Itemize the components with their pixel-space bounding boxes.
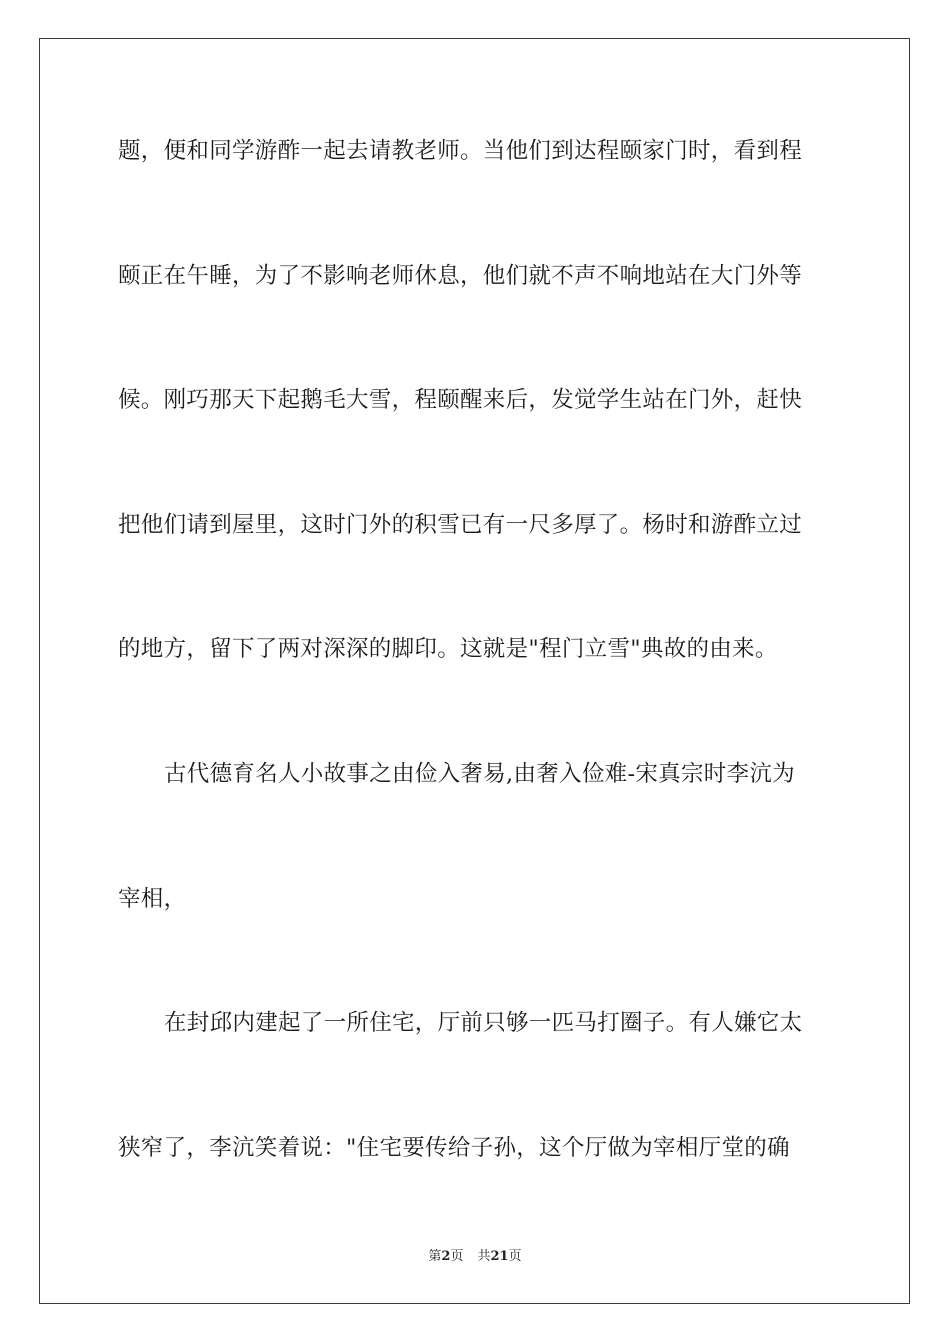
body-line-2: 颐正在午睡，为了不影响老师休息，他们就不声不响地站在大门外等 [118,263,803,289]
footer-page-suffix: 页 [450,1249,464,1264]
body-line-9: 狭窄了，李沆笑着说："住宅要传给子孙，这个厅做为宰相厅堂的确 [118,1135,790,1161]
page-footer [0,1248,950,1266]
body-line-8: 在封邱内建起了一所住宅，厅前只够一匹马打圈子。有人嫌它太 [164,1010,803,1036]
body-line-7: 宰相， [118,886,187,912]
footer-page-prefix: 第 [428,1249,442,1264]
body-line-4: 把他们请到屋里，这时门外的积雪已有一尺多厚了。杨时和游酢立过 [118,512,803,538]
footer-total-pages: 21 [490,1249,509,1264]
body-line-6: 古代德育名人小故事之由俭入奢易,由奢入俭难-宋真宗时李沆为 [164,761,795,787]
body-line-3: 候。刚巧那天下起鹅毛大雪，程颐醒来后，发觉学生站在门外，赶快 [118,387,803,413]
body-line-1: 题，便和同学游酢一起去请教老师。当他们到达程颐家门时，看到程 [118,138,803,164]
footer-total-prefix: 共 [477,1249,491,1264]
body-line-5: 的地方，留下了两对深深的脚印。这就是"程门立雪"典故的由来。 [118,636,778,662]
footer-page-number: 2 [441,1249,451,1264]
footer-total-suffix: 页 [508,1249,522,1264]
page-border [39,38,910,1304]
